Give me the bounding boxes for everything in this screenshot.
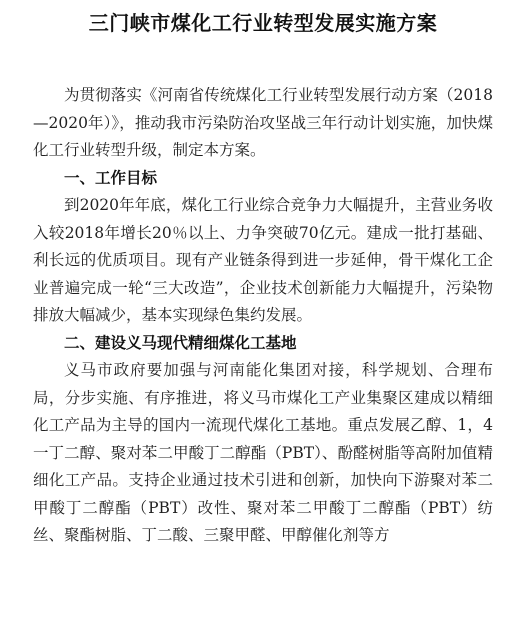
section-body-goals: 到2020年年底，煤化工行业综合竞争力大幅提升，主营业务收入较2018年增长20％以上、力争突破70亿元。建成一批打基础、利长远的优质项目。现有产业链条得到进一步延伸，骨干煤化工企业普遍完成一轮“三大改造”，企业技术创新能力大幅提升，污染物排放大幅减少，基本实现绿色集约发展。 [33,196,493,324]
intro-paragraph: 为贯彻落实《河南省传统煤化工行业转型发展行动方案（2018—2020年）》，推动我市污染防治攻坚战三年行动计划实施，加快煤化工行业转型升级，制定本方案。 [33,86,493,159]
document-title: 三门峡市煤化工行业转型发展实施方案 [88,11,438,35]
section-heading-yima-base: 二、建设义马现代精细煤化工基地 [64,333,297,352]
document-body [33,82,493,550]
section-heading-goals: 一、工作目标 [64,168,158,187]
section-body-yima-base: 义马市政府要加强与河南能化集团对接，科学规划、合理布局，分步实施、有序推进，将义马市煤化工产业集聚区建成以精细化工产品为主导的国内一流现代煤化工基地。重点发展乙醇、1，4一丁二醇、聚对苯二甲酸丁二醇酯（PBT）、酚醛树脂等高附加值精细化工产品。支持企业通过技术引进和创新，加快向下游聚对苯二甲酸丁二醇酯（PBT）改性、聚对苯二甲酸丁二醇酯（PBT）纺丝、聚酯树脂、丁二酸、三聚甲醛、甲醇催化剂等方 [33,361,493,544]
